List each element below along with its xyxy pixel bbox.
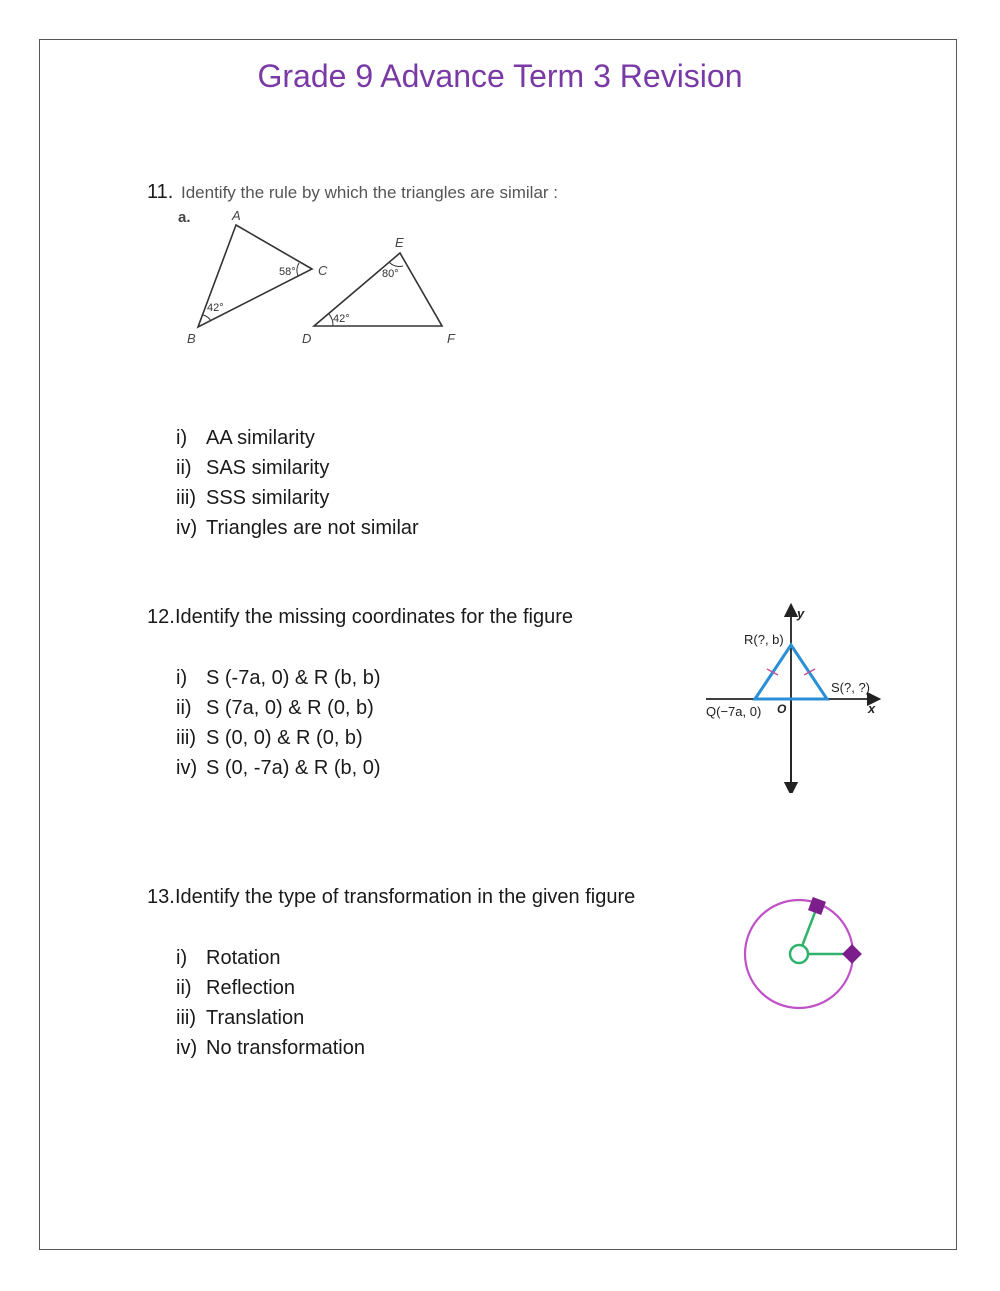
question-number: 12. (147, 606, 175, 628)
question-text: Identify the missing coordinates for the figure (175, 606, 573, 628)
option-2[interactable]: ii) S (7a, 0) & R (0, b) (176, 697, 374, 719)
option-2[interactable]: ii) SAS similarity (176, 457, 330, 479)
option-1[interactable]: i) AA similarity (176, 427, 315, 449)
option-4[interactable]: iv) No transformation (176, 1037, 365, 1059)
vertex-c: C (318, 263, 328, 278)
page-title: Grade 9 Advance Term 3 Revision (257, 58, 743, 94)
answer-options (176, 663, 381, 783)
option-2[interactable]: ii) Reflection (176, 977, 295, 999)
part-label: a. (178, 209, 191, 226)
angle-label-d: 42° (333, 313, 350, 325)
option-1[interactable]: i) S (-7a, 0) & R (b, b) (176, 667, 381, 689)
similar-triangles-figure (170, 203, 480, 348)
answer-options (176, 943, 365, 1063)
angle-arc-e (389, 262, 403, 267)
x-label: x (868, 701, 876, 716)
angle-label-b: 42° (207, 302, 224, 314)
point-s-label: S(?, ?) (831, 680, 871, 695)
option-3[interactable]: iii) Translation (176, 1007, 305, 1029)
option-3[interactable]: iii) SSS similarity (176, 487, 330, 509)
vertex-b: B (187, 331, 196, 346)
vertex-f: F (447, 331, 455, 346)
question-text: Identify the type of transformation in the given figure (175, 886, 636, 908)
angle-arc-c (297, 263, 299, 276)
vertex-e: E (395, 235, 404, 250)
coordinate-figure (700, 603, 885, 793)
option-4[interactable]: iv) Triangles are not similar (176, 517, 419, 539)
option-4[interactable]: iv) S (0, -7a) & R (b, 0) (176, 757, 381, 779)
angle-label-e: 80° (382, 268, 399, 280)
vertex-a: A (232, 208, 241, 223)
answer-options (176, 423, 419, 543)
rotation-figure (735, 890, 870, 1015)
point-q-label: Q(−7a, 0) (706, 704, 762, 719)
y-label: y (797, 606, 805, 621)
handle-upper (808, 897, 826, 915)
vertex-d: D (302, 331, 312, 346)
question-text: Identify the rule by which the triangles are similar : (181, 183, 559, 202)
handle-right (842, 944, 862, 964)
angle-label-c: 58° (279, 266, 296, 278)
point-r-label: R(?, b) (744, 632, 784, 647)
option-3[interactable]: iii) S (0, 0) & R (0, b) (176, 727, 363, 749)
origin-label: O (777, 702, 787, 716)
question-number: 11. (147, 181, 174, 203)
question-number: 13. (147, 886, 175, 908)
option-1[interactable]: i) Rotation (176, 947, 281, 969)
center-point (790, 945, 808, 963)
